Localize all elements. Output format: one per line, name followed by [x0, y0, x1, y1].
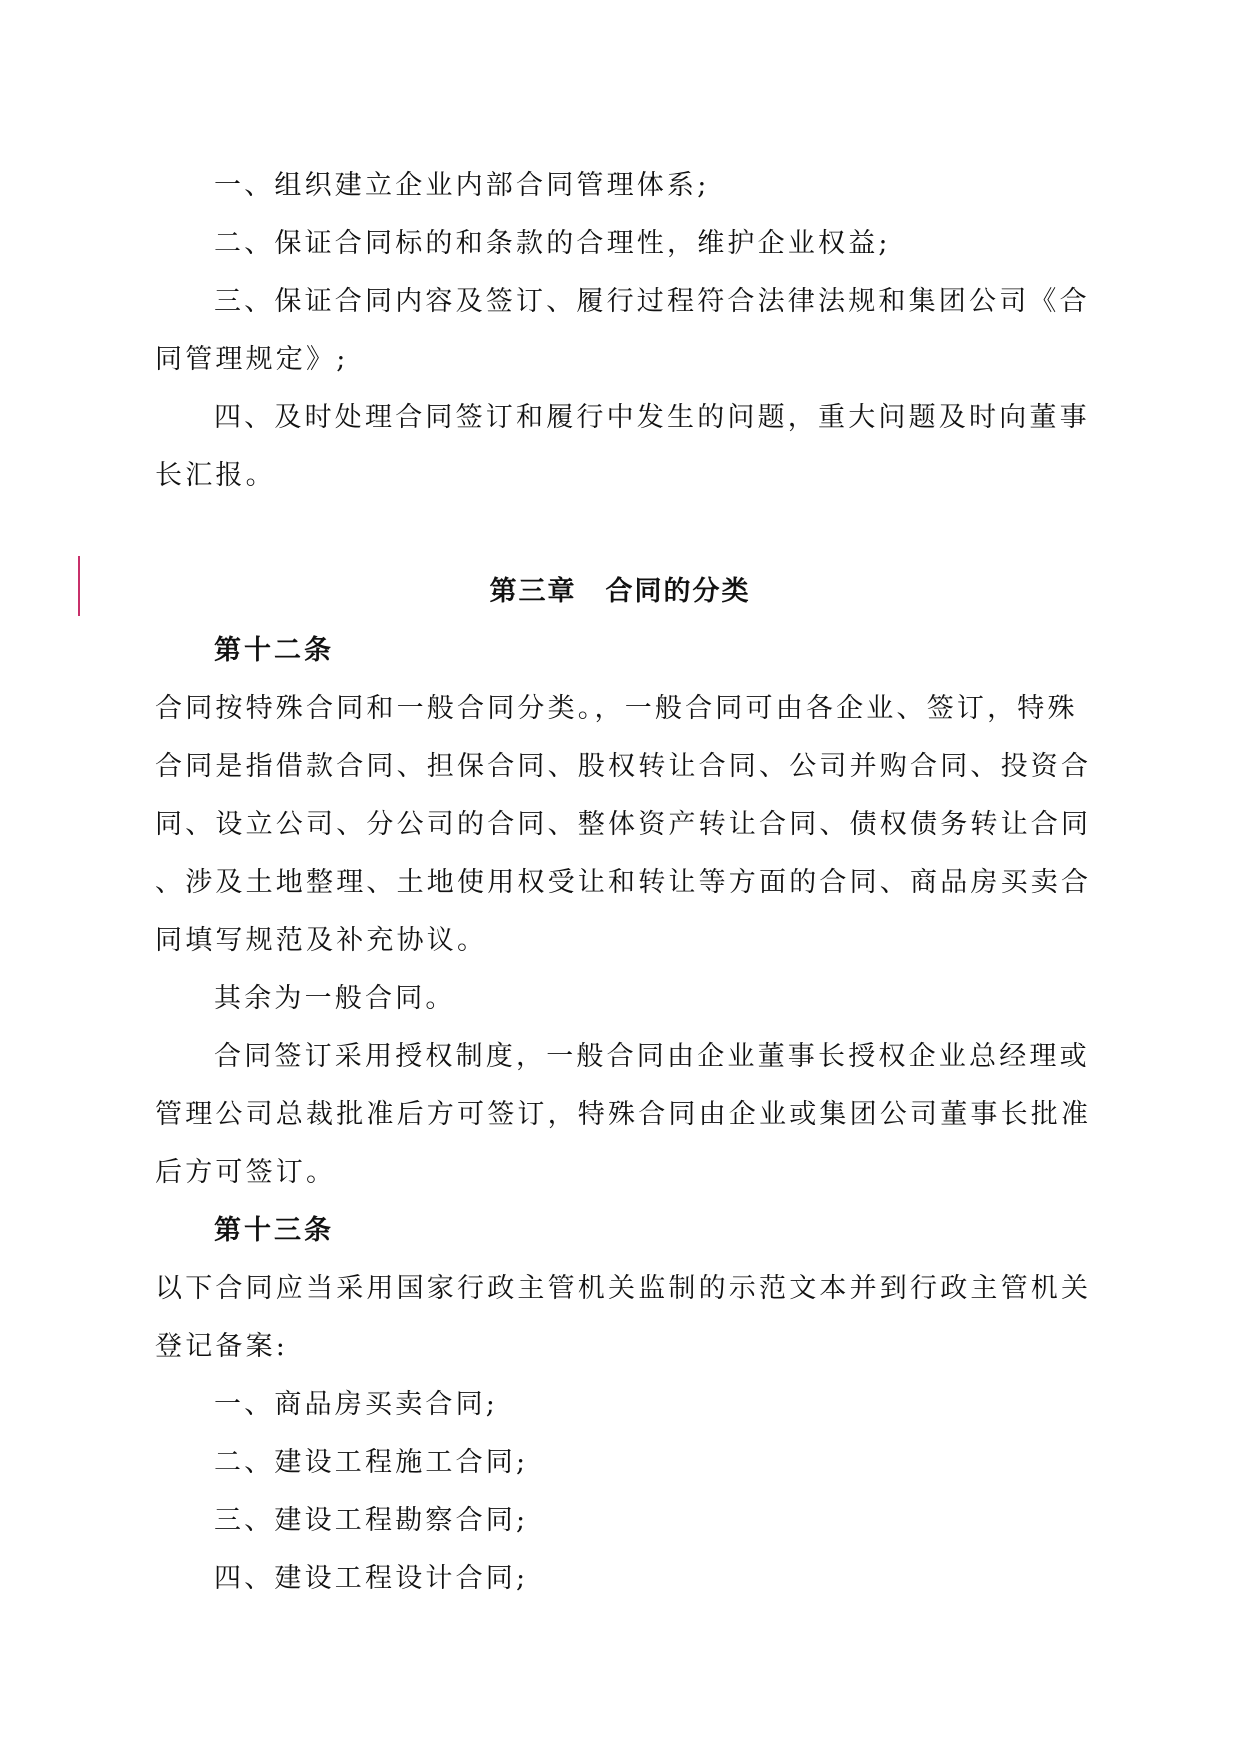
article-13-line-2: 登记备案: [155, 1331, 289, 1362]
article-12-line-7: 合同签订采用授权制度，一般合同由企业董事长授权企业总经理或 [214, 1041, 1090, 1072]
article-12-line-6: 其余为一般合同。 [214, 983, 456, 1014]
duty-item-4: 四、及时处理合同签订和履行中发生的问题，重大问题及时向董事 [214, 402, 1090, 433]
chapter-title: 第三章 合同的分类 [489, 576, 751, 607]
article-12-line-2: 合同是指借款合同、担保合同、股权转让合同、公司并购合同、投资合 [155, 751, 1092, 782]
duty-item-1: 一、组织建立企业内部合同管理体系; [214, 170, 710, 201]
article-13-line-1: 以下合同应当采用国家行政主管机关监制的示范文本并到行政主管机关 [155, 1273, 1092, 1304]
duty-item-3: 三、保证合同内容及签订、履行过程符合法律法规和集团公司《合 [214, 286, 1090, 317]
article-13-heading: 第十三条 [214, 1215, 334, 1246]
article-12-heading: 第十二条 [214, 635, 334, 666]
article-13-item-3: 三、建设工程勘察合同; [214, 1505, 529, 1536]
revision-margin-mark [78, 556, 80, 616]
article-12-line-3: 同、设立公司、分公司的合同、整体资产转让合同、债权债务转让合同 [155, 809, 1092, 840]
duty-item-2: 二、保证合同标的和条款的合理性，维护企业权益; [214, 228, 891, 259]
article-13-item-4: 四、建设工程设计合同; [214, 1563, 529, 1594]
duty-item-3-continued: 同管理规定》; [155, 344, 349, 375]
article-13-item-2: 二、建设工程施工合同; [214, 1447, 529, 1478]
article-12-line-1: 合同按特殊合同和一般合同分类。，一般合同可由各企业、签订，特殊 [155, 693, 1078, 724]
duty-item-4-continued: 长汇报。 [155, 460, 276, 491]
article-12-line-9: 后方可签订。 [155, 1157, 337, 1188]
article-12-line-4: 、涉及土地整理、土地使用权受让和转让等方面的合同、商品房买卖合 [155, 867, 1092, 898]
article-12-line-5: 同填写规范及补充协议。 [155, 925, 488, 956]
article-13-item-1: 一、商品房买卖合同; [214, 1389, 499, 1420]
article-12-line-8: 管理公司总裁批准后方可签订，特殊合同由企业或集团公司董事长批准 [155, 1099, 1092, 1130]
